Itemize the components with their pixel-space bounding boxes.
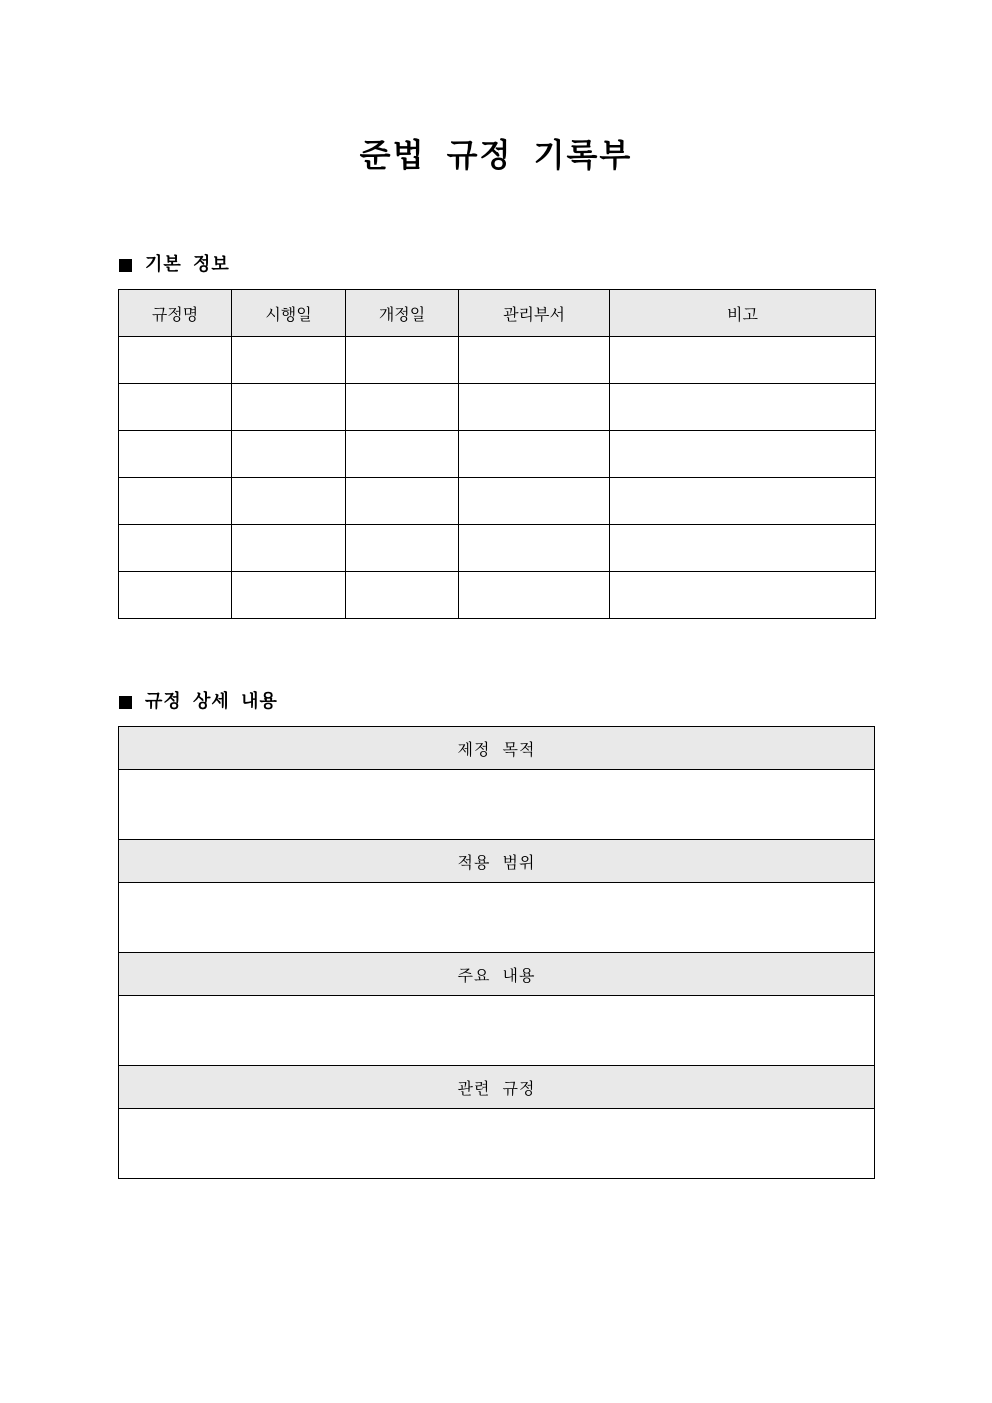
- table-cell[interactable]: [346, 431, 459, 478]
- table-row: [119, 431, 876, 478]
- table-cell[interactable]: [119, 431, 232, 478]
- details-heading-label: 규정 상세 내용: [145, 691, 278, 712]
- table-row: [119, 337, 876, 384]
- detail-content-row: [119, 770, 875, 840]
- table-cell[interactable]: [232, 431, 346, 478]
- purpose-label: 제정 목적: [119, 727, 875, 770]
- square-bullet-icon: [119, 259, 132, 272]
- table-cell[interactable]: [459, 431, 610, 478]
- table-cell[interactable]: [459, 572, 610, 619]
- detail-content-row: [119, 883, 875, 953]
- related-regulations-content[interactable]: [119, 1109, 875, 1179]
- table-row: [119, 478, 876, 525]
- table-cell[interactable]: [119, 572, 232, 619]
- column-header-managing-department: 관리부서: [459, 290, 610, 337]
- column-header-revision-date: 개정일: [346, 290, 459, 337]
- table-cell[interactable]: [119, 478, 232, 525]
- table-cell[interactable]: [232, 337, 346, 384]
- scope-label: 적용 범위: [119, 840, 875, 883]
- table-cell[interactable]: [346, 525, 459, 572]
- detail-content-row: [119, 1109, 875, 1179]
- table-row: [119, 572, 876, 619]
- detail-label-row: [119, 840, 875, 883]
- related-regulations-label: 관련 규정: [119, 1066, 875, 1109]
- table-cell[interactable]: [459, 478, 610, 525]
- table-cell[interactable]: [610, 525, 876, 572]
- column-header-effective-date: 시행일: [232, 290, 346, 337]
- table-cell[interactable]: [119, 337, 232, 384]
- column-header-remarks: 비고: [610, 290, 876, 337]
- table-cell[interactable]: [459, 525, 610, 572]
- table-cell[interactable]: [459, 337, 610, 384]
- table-cell[interactable]: [610, 384, 876, 431]
- basic-info-heading-label: 기본 정보: [145, 254, 230, 275]
- table-cell[interactable]: [346, 384, 459, 431]
- table-cell[interactable]: [459, 384, 610, 431]
- detail-content-row: [119, 996, 875, 1066]
- table-cell[interactable]: [232, 572, 346, 619]
- table-row: [119, 384, 876, 431]
- table-cell[interactable]: [346, 337, 459, 384]
- column-header-regulation-name: 규정명: [119, 290, 232, 337]
- table-cell[interactable]: [119, 384, 232, 431]
- details-table: [118, 726, 875, 1179]
- detail-label-row: [119, 727, 875, 770]
- table-cell[interactable]: [232, 525, 346, 572]
- detail-label-row: [119, 1066, 875, 1109]
- table-cell[interactable]: [610, 337, 876, 384]
- purpose-content[interactable]: [119, 770, 875, 840]
- table-cell[interactable]: [610, 478, 876, 525]
- basic-info-table: [118, 289, 876, 619]
- square-bullet-icon: [119, 696, 132, 709]
- table-cell[interactable]: [610, 572, 876, 619]
- table-cell[interactable]: [346, 478, 459, 525]
- table-cell[interactable]: [346, 572, 459, 619]
- scope-content[interactable]: [119, 883, 875, 953]
- page-title: 준법 규정 기록부: [359, 136, 633, 174]
- table-cell[interactable]: [119, 525, 232, 572]
- detail-label-row: [119, 953, 875, 996]
- table-cell[interactable]: [232, 478, 346, 525]
- basic-info-heading: [119, 253, 230, 277]
- table-row: [119, 525, 876, 572]
- table-header-row: [119, 290, 876, 337]
- details-heading: [119, 690, 278, 714]
- table-cell[interactable]: [610, 431, 876, 478]
- main-content-label: 주요 내용: [119, 953, 875, 996]
- main-content-content[interactable]: [119, 996, 875, 1066]
- table-cell[interactable]: [232, 384, 346, 431]
